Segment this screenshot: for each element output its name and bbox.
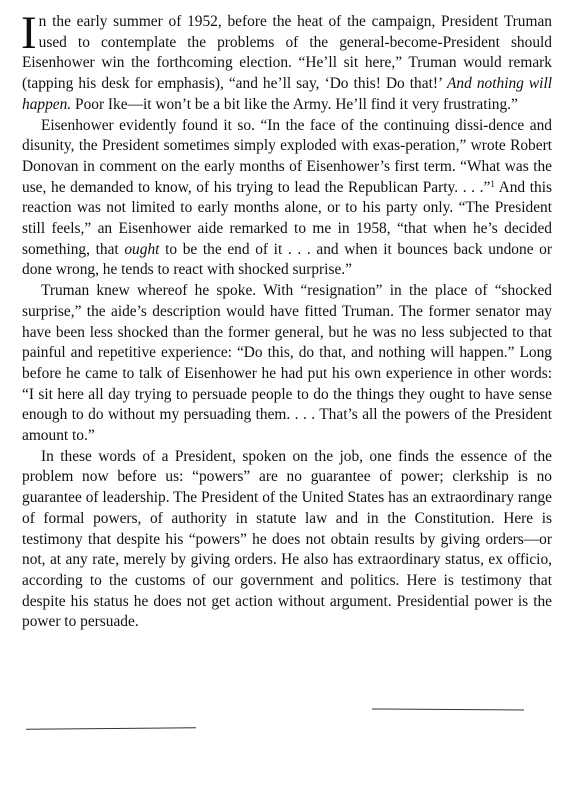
paragraph-2-text [22, 117, 552, 279]
text-run: n the early summer of 1952, before the heat of the campaign, President Truman used to contemplate the problems of the general-become-President should Eisenhower win the forthcoming election. “He’ll sit here,” Truman would remark (tapping his desk for emphasis), “and he’ll say, ‘Do this! Do that!’ [22, 13, 552, 93]
text-run: In these words of a President, spoken on the job, one finds the essence of the problem now before us: “powers” are no guarantee of power; clerkship is no guarantee of leadership. The President of the United States has an extraordinary range of formal powers, of authority in statute law and in the Constitution. Here is testimony that despite his “powers” he does not obtain results by giving orders—or not, at any rate, merely by giving orders. He also has extraordinary status, ex officio, according to the customs of our government and politics. Here is testimony that despite his status he does not get action without argument. Presidential power is the power to persuade. [22, 447, 552, 631]
pen-underline-mark [372, 708, 524, 710]
pen-underline-mark [26, 727, 196, 729]
paragraph-3 [22, 281, 552, 447]
footnote-ref: 1 [490, 178, 495, 189]
paragraph-3-text [22, 282, 552, 444]
italic-text: And nothing will happen. [22, 75, 553, 113]
text-run: Truman knew whereof he spoke. With “resignation” in the place of “shocked surprise,” the aide’s description would have fitted Truman. The former senator may have been less shocked than the former general, but he was no less subjected to that painful and repetitive experience: “Do this, do that, and nothing will happen.” Long before he came to talk of Eisenhower he had put his own experience in other words: “I sit here all day trying to persuade people to do the things they ought to have sense enough to do without my persuading them. . . . That’s all the powers of the President amount to.” [22, 282, 552, 445]
text-run: And this reaction was not limited to early months alone, or to his party only. “The President still feels,” an Eisenhower aide remarked to me in 1958, “that when he’s decided something, that [22, 178, 552, 258]
paragraph-4 [22, 447, 552, 633]
paragraph-1 [21, 7, 553, 116]
drop-cap: I [21, 7, 37, 59]
paragraph-2 [22, 116, 552, 282]
paragraph-4-text [22, 448, 552, 631]
text-run: Poor Ike—it won’t be a bit like the Army. He’ll find it very frustrating.” [71, 95, 518, 113]
paragraph-1-text [21, 7, 553, 113]
italic-text: ought [124, 240, 160, 258]
text-run: to be the end of it . . . and when it bounces back undone or done wrong, he tends to react with shocked surprise.” [22, 240, 552, 279]
document-body [21, 7, 553, 633]
text-run: Eisenhower evidently found it so. “In the face of the continuing dissi-dence and disunity, the President sometimes simply exploded with exas-peration,” wrote Robert Donovan in comment on the early months of Eisenhower’s first term. “What was the use, he demanded to know, of his trying to lead the Republican Party. . . .” [22, 116, 552, 196]
